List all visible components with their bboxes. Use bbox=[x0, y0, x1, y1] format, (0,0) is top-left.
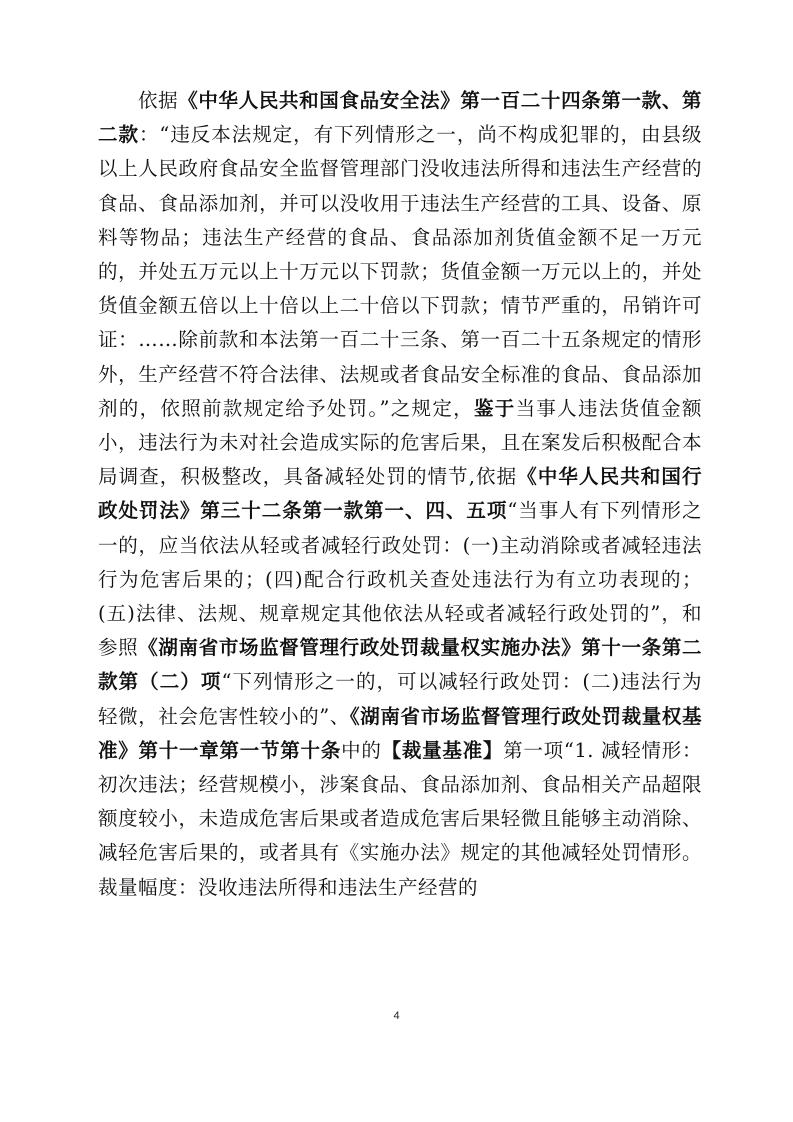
text-segment: ：“违反本法规定，有下列情形之一，尚不构成犯罪的，由县级以上人民政府食品安全监督管理部门没收违法所得和违法生产经营的食品、食品添加剂，并可以没收用于违法生产经营的工具、设备、原料等物品；违法生产经营的食品、食品添加剂货值金额不足一万元的，并处五万元以上十万元以下罚款；货值金额一万元以上的，并处货值金额五倍以上十倍以上二十倍以下罚款；情节严重的，吊销许可证：……除前款和本法第一百二十三条、第一百二十五条规定的情形外，生产经营不符合法律、法规或者食品安全标准的食品、食品添加剂的，依照前款规定给予处罚。”之规定， bbox=[98, 123, 702, 420]
emphasis-text: 【裁量基准】 bbox=[381, 738, 504, 762]
text-segment: “下列情形之一的，可以减轻行政处罚：(二)违法行为轻微，社会危害性较小的”、 bbox=[98, 670, 702, 728]
law-citation: 《中华人民共和国行政处罚法》第三十二条第一款第一、四、五项 bbox=[98, 465, 702, 523]
emphasis-text: 鉴于 bbox=[473, 396, 516, 420]
text-segment: 中的 bbox=[341, 738, 382, 762]
body-paragraph bbox=[98, 84, 702, 905]
law-citation: 《中华人民共和国食品安全法》第一百二十四条第一款、第二款 bbox=[98, 89, 702, 147]
page-number: 4 bbox=[393, 1010, 400, 1022]
text-segment: “当事人有下列情形之一的，应当依法从轻或者减轻行政处罚：(一)主动消除或者减轻违法行为危害后果的；(四)配合行政机关查处违法行为有立功表现的；(五)法律、法规、规章规定其他依法从轻或者减轻行政处罚的”，和参照 bbox=[98, 499, 702, 660]
text-segment: 依据 bbox=[137, 89, 179, 112]
law-citation: 《湖南省市场监督管理行政处罚裁量权基准》第十一章第一节第十条 bbox=[98, 704, 702, 762]
law-citation: 《湖南省市场监督管理行政处罚裁量权实施办法》第十一条第二款第（二）项 bbox=[98, 636, 702, 694]
text-segment: 第一项“1. 减轻情形：初次违法；经营规模小，涉案食品、食品添加剂、食品相关产品超限额度较小，未造成危害后果或者造成危害后果轻微且能够主动消除、减轻危害后果的，或者具有《实施办法》规定的其他减轻处罚情形。裁量幅度：没收违法所得和违法生产经营的 bbox=[98, 738, 702, 899]
text-segment: 当事人违法货值金额小，违法行为未对社会造成实际的危害后果，且在案发后积极配合本局调查，积极整改，具备减轻处罚的情节,依据 bbox=[98, 396, 702, 489]
